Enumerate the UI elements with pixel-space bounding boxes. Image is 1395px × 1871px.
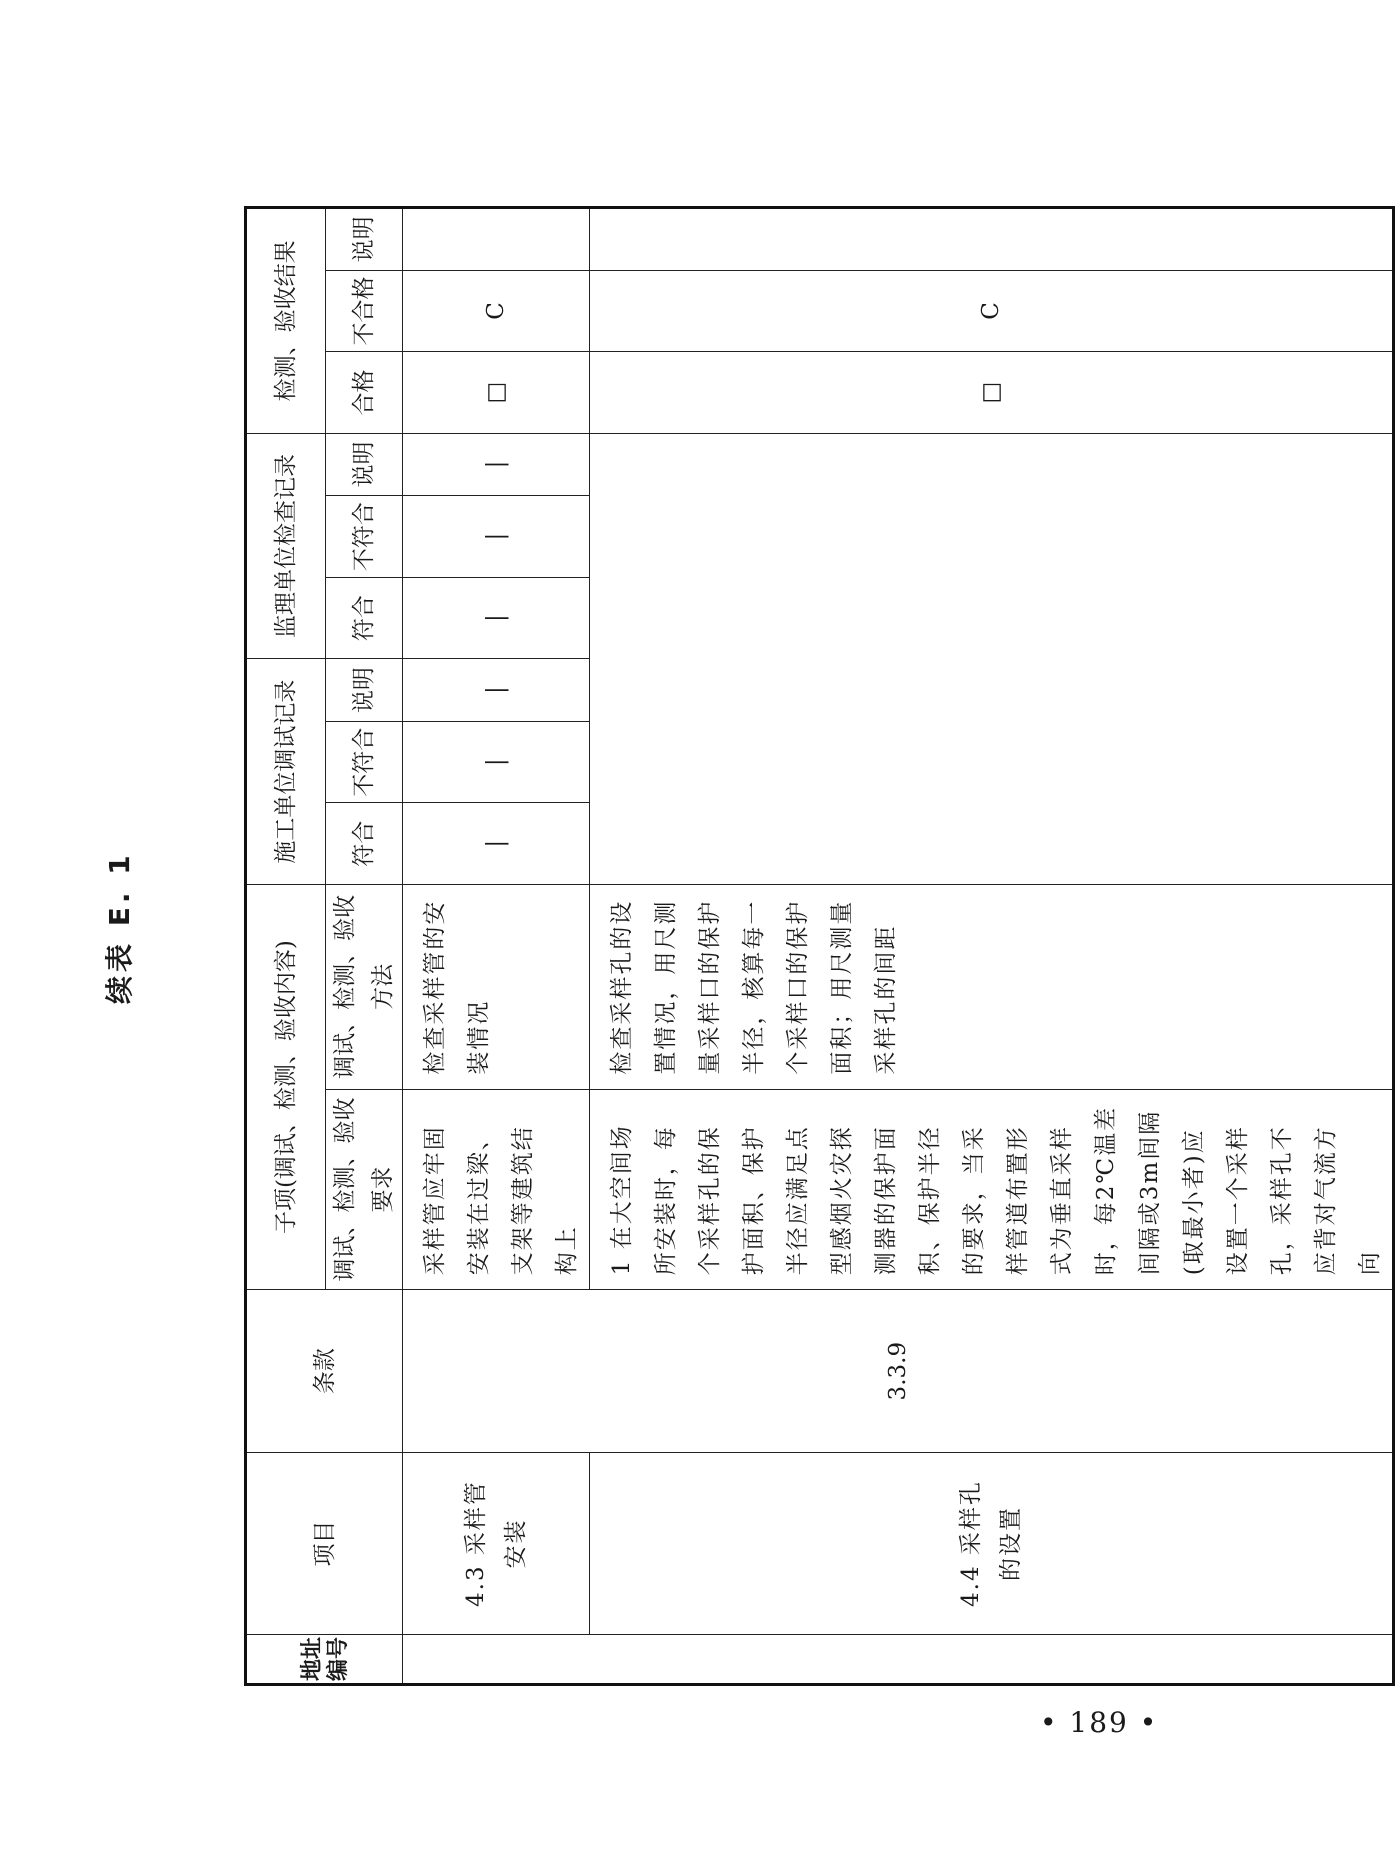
header-constructor-nonconform: 不符合 (326, 722, 403, 803)
header-pass: 合格 (326, 352, 403, 433)
header-supervisor-conform: 符合 (326, 577, 403, 658)
header-result: 检测、验收结果 (246, 208, 326, 434)
clause-cell: 3.3.9 (403, 1290, 1394, 1453)
page-number: • 189 • (1040, 1706, 1159, 1739)
row-requirement: 采样管应牢固安装在过梁、支架等建筑结构上 (403, 1089, 590, 1290)
constructor-conform-cell: | (403, 803, 590, 884)
rotated-page (103, 206, 1383, 1686)
row-method: 检查采样孔的设置情况，用尺测量采样口的保护半径，核算每一个采样口的保护面积；用尺测量采样孔的间距 (590, 884, 1394, 1089)
header-constructor: 施工单位调试记录 (246, 659, 326, 885)
address-cell (403, 1634, 1394, 1684)
header-supervisor-nonconform: 不符合 (326, 496, 403, 577)
row-method: 检查采样管的安装情况 (403, 884, 590, 1089)
header-constructor-conform: 符合 (326, 803, 403, 884)
result-note-cell (590, 208, 1394, 271)
supervisor-note-cell: | (403, 433, 590, 496)
header-fail: 不合格 (326, 270, 403, 351)
header-item: 项目 (246, 1453, 403, 1635)
fail-mark: C (590, 270, 1394, 351)
table-title: 续表 E. 1 (103, 851, 136, 1004)
pass-box: □ (590, 352, 1394, 433)
constructor-nonconform-cell: | (403, 722, 590, 803)
header-requirement: 调试、检测、验收要求 (326, 1089, 403, 1290)
header-subitem: 子项(调试、检测、验收内容) (246, 884, 326, 1289)
inspection-table (244, 206, 1395, 1686)
header-clause: 条款 (246, 1290, 403, 1453)
header-method: 调试、检测、验收方法 (326, 884, 403, 1089)
supervisor-nonconform-cell: | (403, 496, 590, 577)
header-supervisor-note: 说明 (326, 433, 403, 496)
row-requirement: 1 在大空间场所安装时，每个采样孔的保护面积、保护半径应满足点型感烟火灾探测器的保护面积、保护半径的要求，当采样管道布置形式为垂直采样时，每2℃温差间隔或3m间隔(取最小者)应设置一个采样孔，采样孔不应背对气流方向 (590, 1089, 1394, 1290)
row-item: 4.3 采样管安装 (403, 1453, 590, 1635)
constructor-note-cell: | (403, 659, 590, 722)
header-address-no: 地址编号 (246, 1634, 403, 1684)
result-note-cell (403, 208, 590, 271)
pass-box: □ (403, 352, 590, 433)
row-item: 4.4 采样孔的设置 (590, 1453, 1394, 1635)
header-supervisor: 监理单位检查记录 (246, 433, 326, 659)
header-result-note: 说明 (326, 208, 403, 271)
records-blank-cell (590, 433, 1394, 884)
supervisor-conform-cell: | (403, 577, 590, 658)
table-row (590, 208, 1394, 1685)
fail-mark: C (403, 270, 590, 351)
header-constructor-note: 说明 (326, 659, 403, 722)
table-row (403, 208, 590, 1685)
